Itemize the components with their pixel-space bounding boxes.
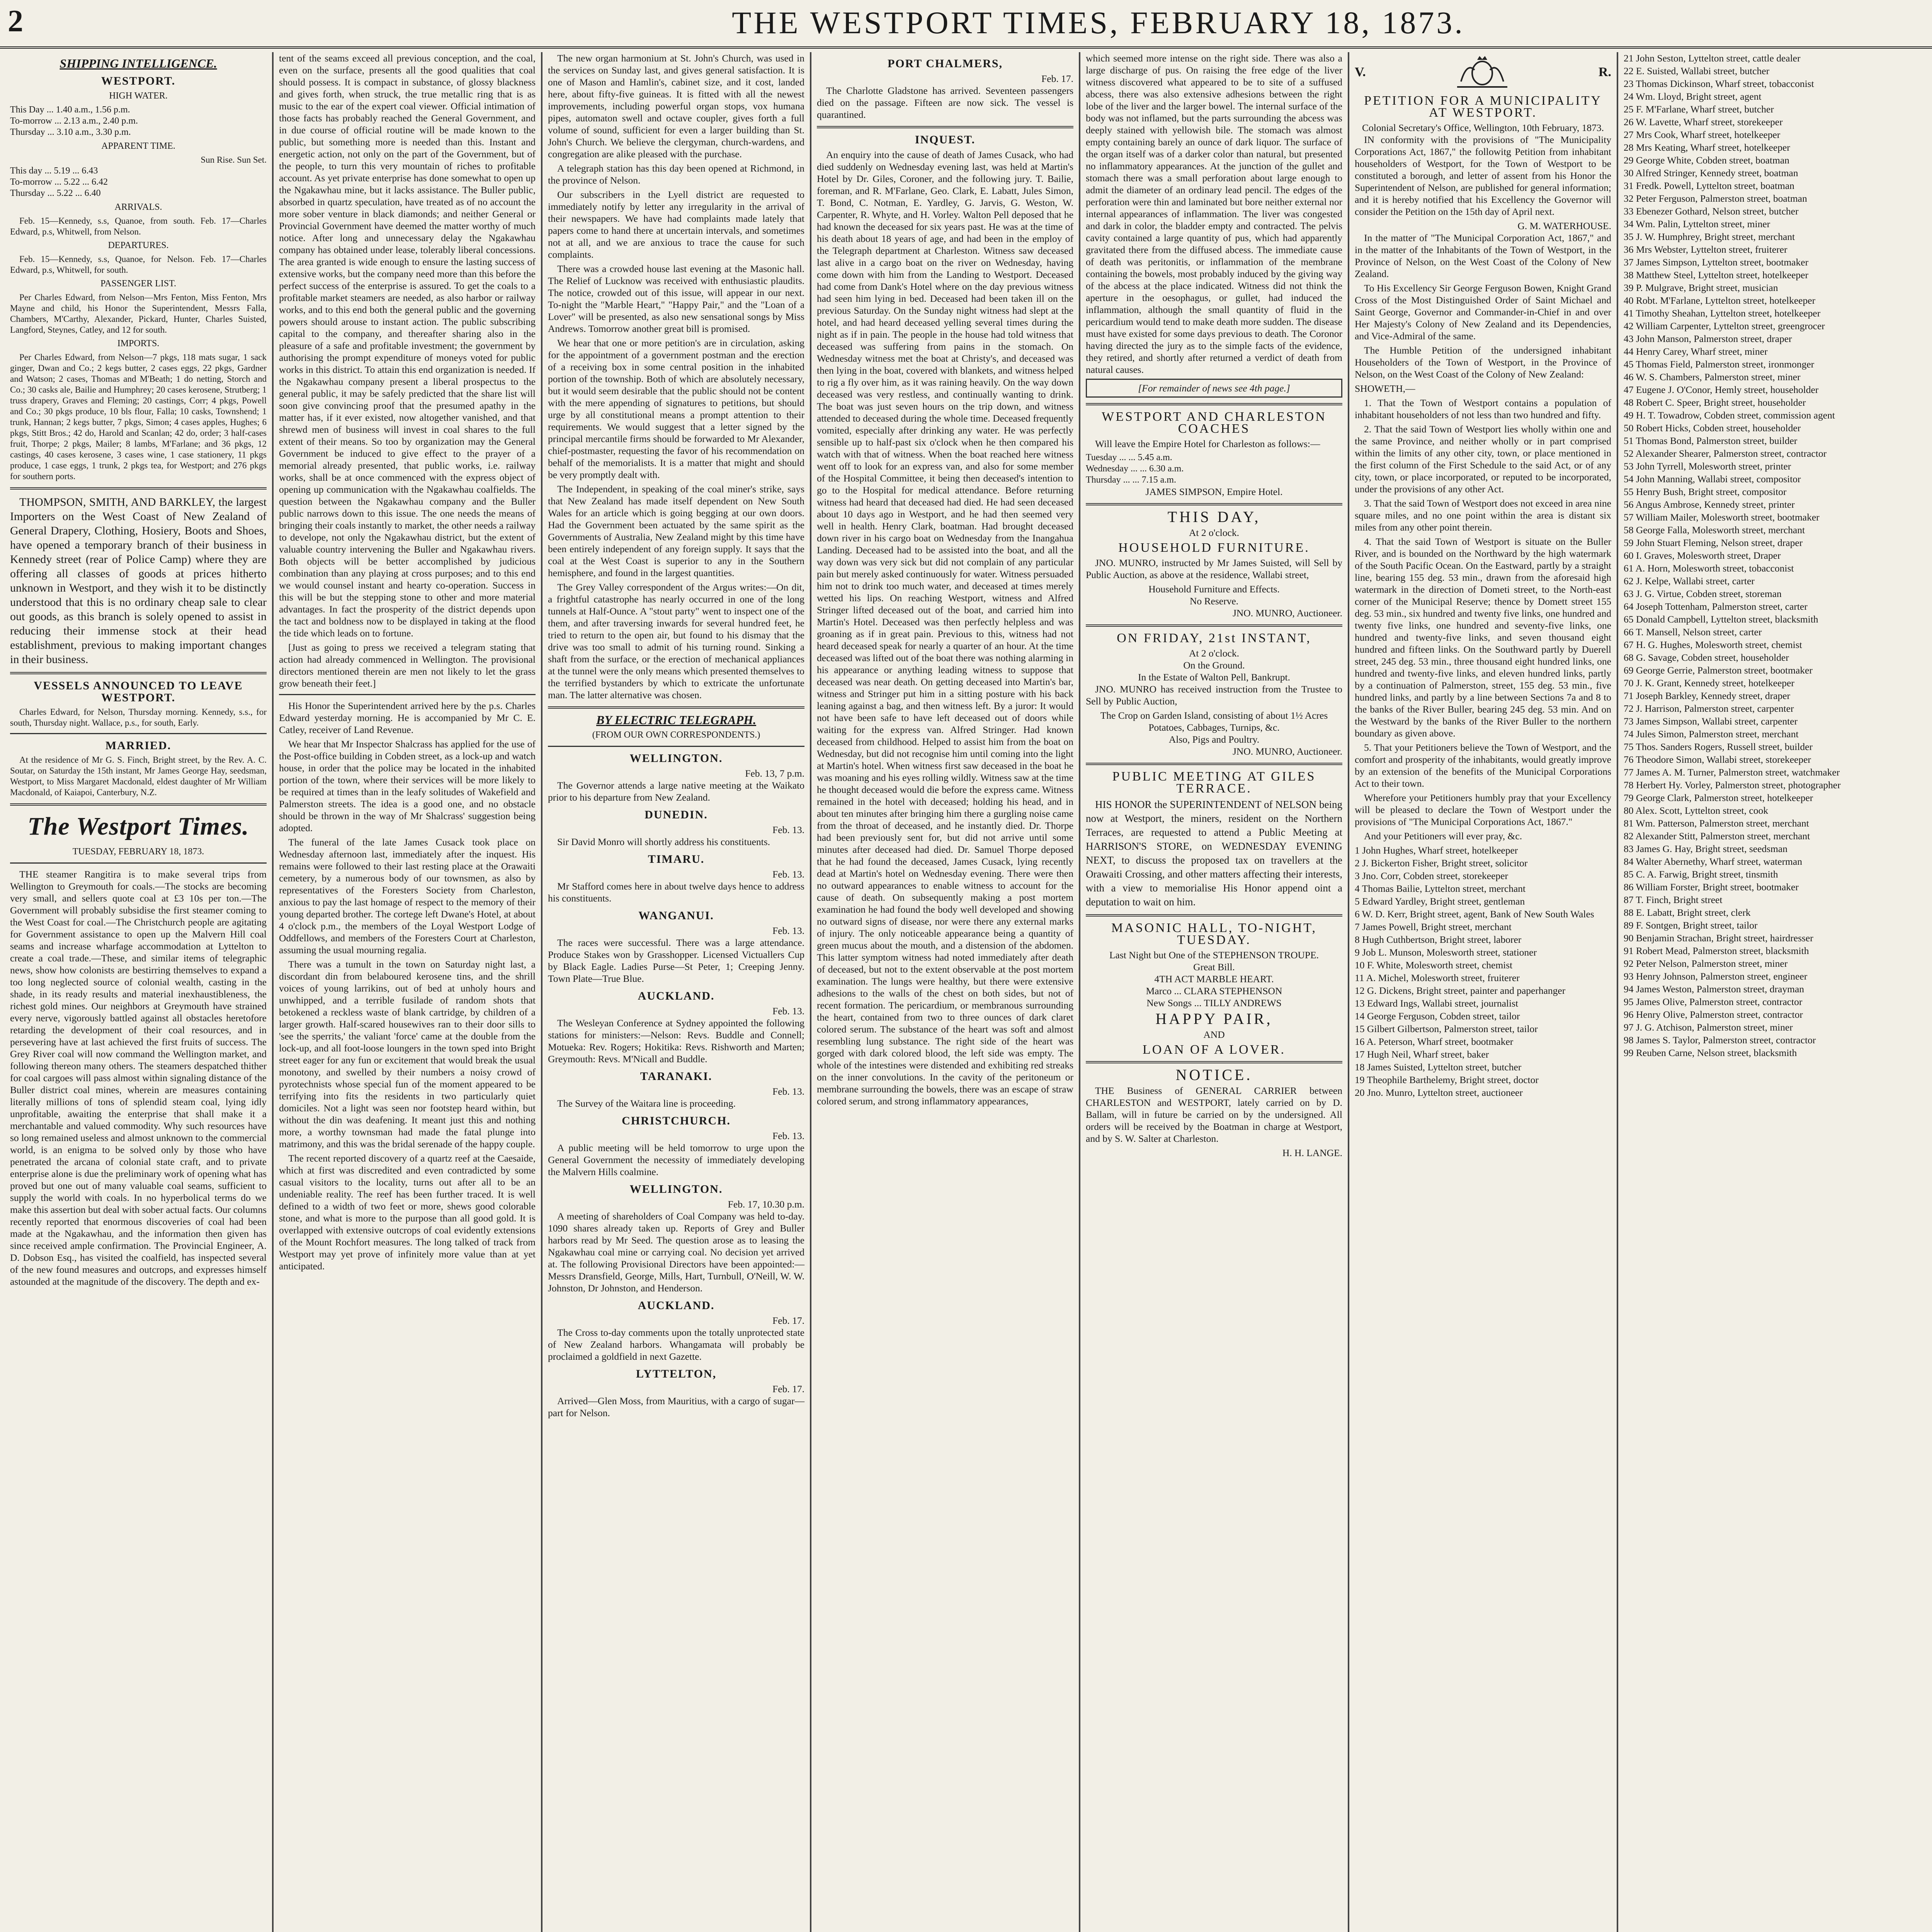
divider [1086,624,1342,627]
signatory: 34 Wm. Palin, Lyttelton street, miner [1624,218,1770,230]
remainder-note: [For remainder of news see 4th page.] [1086,379,1342,398]
news-item: Our subscribers in the Lyell district are requested to immediately notify by letter any irregularity in the arrival of their newspapers. We have had complaints made lately that papers come to hand there at uncertain intervals, and sometimes not at all, and we are anxious to trace the cause for such complaints. [548,189,804,260]
sale-sign: JNO. MUNRO, Auctioneer. [1232,607,1342,619]
signatory: 72 J. Harrison, Palmerston street, carpenter [1624,703,1794,714]
telegraph-sub: (FROM OUR OWN CORRESPONDENTS.) [592,730,760,740]
vessels-heading: VESSELS ANNOUNCED TO LEAVE WESTPORT. [34,679,243,704]
meeting-text: HIS HONOR the SUPERINTENDENT of NELSON being now at Westport, the miners, resident on the Northern Terraces, are requested to attend a Public Meeting at HARRISON'S STORE, on WEDNESDAY EVENING NEXT, to discuss the proposed tax on travellers at the Orawaiti Crossing, and other matters affecting their interests, with a view to memorialise His Honor append oint a deputation to wait on him. [1086,799,1342,908]
coach-row: Tuesday ... ... 5.45 a.m. [1086,452,1172,463]
petition-to-governor: To His Excellency Sir George Ferguson Bowen, Knight Grand Cross of the Most Distinguished Order of Saint Michael and Saint George, Governor and Commander-in-Chief in and over Her Majesty's Colony of New Zealand and its Dependencies, and Vice-Admiral of the same. [1355,282,1611,342]
dateline-date: Feb. 13. [772,1005,804,1017]
signatory: 31 Fredk. Powell, Lyttelton street, boatman [1624,180,1794,191]
signatory: 96 Henry Olive, Palmerston street, contractor [1624,1009,1803,1020]
office-line: Colonial Secretary's Office, Wellington, 10th February, 1873. [1362,122,1604,133]
telegram-text: A meeting of shareholders of Coal Company was held to-day. 1090 shares already taken up. Reports of Grey and Buller harbors read by Mr Seed. The question arose as to leasing the Ngakawhau coal mine or carrying coal. No decision yet arrived at. The following Provisional Directors have been appointed:—Messrs Dransfield, George, Mills, Hart, Turnbull, O'Neill, W. W. Johnston, Dr Johnston, and Henderson. [548,1211,804,1294]
telegram-text: The Cross to-day comments upon the totally unprotected state of New Zealand harbors. Whangamata will probably be proclaimed a goldfield in next Gazette. [548,1327,804,1362]
signatory: 78 Herbert Hy. Vorley, Palmerston street, photographer [1624,779,1841,791]
sale-reserve: No Reserve. [1189,595,1239,607]
column-3 [543,52,811,1932]
signatory: 59 John Stuart Fleming, Nelson street, draper [1624,537,1803,548]
signatory: 18 James Suisted, Lyttelton street, butcher [1355,1061,1522,1073]
imports-text: Per Charles Edward, from Nelson—7 pkgs, 118 mats sugar, 1 sack ginger, Dwan and Co.; 2 kegs butter, 2 cases eggs, 22 pkgs, Gardner and Watson; 2 cases, Thomas and M'Beath; 1 do netting, Storch and Co.; 30 casks ale, Bailie and Humphrey; 20 cases kerosene, Strutberg; 1 truss drapery, Graves and Fleming; 20 castings, Corr; 4 pkgs, Powell and Co.; 30 pkgs produce, 10 bls flour, Falla; 10 casks, Townshend; 1 trunk, Hannan; 2 kegs butter, 7 pkgs, Simon; 4 cases apples, Hughes; 6 pkgs, Stitt Bros.; 42 do, Harold and Scanlan; 42 do, order; 3 half-cases fruit, Thorpe; 2 pkgs, Mailer; 8 lambs, M'Farlane; and 36 pkgs, 12 castings, 40 cases kerosene, 3 cases wine, 1 case stationery, 11 pkgs produce, 1 case eggs, 1 trunk, 2 pkgs tea, for Westport; and 276 pkgs for southern ports. [10,352,267,481]
signatory: 14 George Ferguson, Cobden street, tailor [1355,1010,1520,1022]
dateline-place: CHRISTCHURCH. [622,1114,731,1127]
inquest-heading: INQUEST. [915,133,976,146]
divider [279,694,536,695]
masthead [0,0,1932,49]
sale-time: At 2 o'clock. [1189,527,1239,538]
signatory: 41 Timothy Sheahan, Lyttelton street, hotelkeeper [1624,308,1821,319]
signatory: 15 Gilbert Gilbertson, Palmerston street, tailor [1355,1023,1538,1034]
signatory: 66 T. Mansell, Nelson street, carter [1624,626,1762,638]
arrivals-text: Feb. 15—Kennedy, s.s, Quanoe, from south. Feb. 17—Charles Edward, p.s, Whitwell, from Nelson. [10,216,267,236]
signatory: 1 John Hughes, Wharf street, hotelkeeper [1355,845,1518,856]
tide-row: This Day ... 1.40 a.m., 1.56 p.m. [10,105,130,115]
signatory: 29 George White, Cobden street, boatman [1624,155,1789,166]
dateline-place: TIMARU. [648,853,705,866]
signatory: 84 Walter Abernethy, Wharf street, waterman [1624,856,1802,867]
signatory: 58 George Falla, Molesworth street, merchant [1624,524,1805,536]
coach-intro: Will leave the Empire Hotel for Charleston as follows:— [1095,438,1320,449]
dateline-date: Feb. 17. [772,1315,804,1326]
signatory: 55 Henry Bush, Bright street, compositor [1624,486,1787,497]
divider [1086,503,1342,505]
dateline-date: Feb. 13. [772,1086,804,1097]
date-line: TUESDAY, FEBRUARY 18, 1873. [72,847,204,857]
signatory: 50 Robert Hicks, Cobden street, householder [1624,422,1801,434]
signatory: 30 Alfred Stringer, Kennedy street, boatman [1624,167,1798,179]
signatory: 48 Robert C. Speer, Bright street, householder [1624,397,1806,408]
signatory: 46 W. S. Chambers, Palmerston street, miner [1624,371,1801,383]
apparent-time-label: APPARENT TIME. [101,141,175,151]
petition-intro: IN conformity with the provisions of "The Municipality Corporations Act, 1867," the followitg Petition from inhabitant householders of Westport, for the Town of Westport to be constituted a borough, and letter of assent from his Honor the Superintendent of Nelson, are published for general information; and it is hereby notified that his Excellency the Governor will consider the Petition on the 15th day of April next. [1355,134,1611,217]
divider [548,746,804,747]
signatory: 16 A. Peterson, Wharf street, bootmaker [1355,1036,1514,1047]
signatory: 99 Reuben Carne, Nelson street, blacksmith [1624,1047,1797,1058]
signatory: 68 G. Savage, Cobden street, householder [1624,652,1789,663]
meeting-title: PUBLIC MEETING AT GILES TERRACE. [1112,769,1316,796]
dateline-place: DUNEDIN. [645,808,708,821]
signatory: 77 James A. M. Turner, Palmerston street, watchmaker [1624,767,1840,778]
signatory: 90 Benjamin Strachan, Bright street, hairdresser [1624,932,1813,944]
news-item: The Independent, in speaking of the coal miner's strike, says that New Zealand has made itself dependent on New South Wales for an article which is going begging at our own doors. Had the Government been actuated by the same spirit as the Governments of Australia, New Zealand might by this time have been entirely independent of any foreign supply. It says that the coal at the West Coast is superior to any in the Southern hemisphere, and found in the largest quantities. [548,483,804,578]
signatory: 4 Thomas Bailie, Lyttelton street, merchant [1355,883,1526,894]
divider [1086,1061,1342,1063]
notice-sign: H. H. LANGE. [1282,1147,1342,1158]
signatory: 3 Jno. Corr, Cobden street, storekeeper [1355,870,1508,881]
news-item: The recent reported discovery of a quartz reef at the Caesaide, which at first was discredited and even contradicted by some casual visitors to the locality, turns out after all to be an undeniable reality. The reef has been further traced. It is well defined to a width of two feet or more, shews good colorable stone, and what is more to the purpose than all good gold. It is overlapped with extensive outcrops of coal evidently extensions of the Mount Rochfort measures. The long talked of track from Westport may yet prove of infinitely more value than at yet anticipated. [279,1153,536,1272]
column-5 [1080,52,1349,1932]
shipping-heading: SHIPPING INTELLIGENCE. [60,56,217,70]
signatory: 22 E. Suisted, Wallabi street, butcher [1624,65,1770,77]
sale-estate: In the Estate of Walton Pell, Bankrupt. [1138,672,1291,683]
port-heading: WESTPORT. [101,75,176,87]
signatory: 37 James Simpson, Lyttelton street, bootmaker [1624,257,1809,268]
tide-row: Thursday ... 3.10 a.m., 3.30 p.m. [10,127,131,137]
signatory: 28 Mrs Keating, Wharf street, hotelkeeper [1624,142,1790,153]
signatory: 80 Alex. Scott, Lyttelton street, cook [1624,805,1768,816]
sale-text: JNO. MUNRO, instructed by Mr James Suisted, will Sell by Public Auction, as above at the residence, Wallabi street, [1086,557,1342,580]
signatory: 79 George Clark, Palmerston street, hotelkeeper [1624,792,1813,803]
petition-clause: 3. That the said Town of Westport does not exceed in area nine square miles, and no one point within the area is distant six miles from any other point therein. [1355,498,1611,533]
masonic-happy: HAPPY PAIR, [1155,1010,1273,1027]
signatory: 17 Hugh Neil, Wharf street, baker [1355,1049,1489,1060]
dateline-place: PORT CHALMERS, [887,57,1003,70]
signatory: 5 Edward Yardley, Bright street, gentleman [1355,896,1525,907]
crest-right-letter: R. [1598,65,1611,79]
signatory: 27 Mrs Cook, Wharf street, hotelkeeper [1624,129,1781,140]
signatory: 40 Robt. M'Farlane, Lyttelton street, hotelkeeper [1624,295,1816,306]
divider [10,862,267,864]
signatory: 57 William Mailer, Molesworth street, bootmaker [1624,512,1820,523]
masonic-loan: LOAN OF A LOVER. [1142,1043,1286,1057]
signatory: 83 James G. Hay, Bright street, seedsman [1624,843,1787,854]
coach-times [1086,452,1342,486]
signatory: 92 Peter Nelson, Palmerston street, miner [1624,958,1788,969]
petition-title: PETITION FOR A MUNICIPALITY AT WESTPORT. [1364,94,1602,120]
sale-title: HOUSEHOLD FURNITURE. [1118,541,1310,555]
signatory: 13 Edward Ings, Wallabi street, journalist [1355,998,1519,1009]
masonic-bill: Great Bill. [1193,961,1235,973]
signatory: 71 Joseph Barkley, Kennedy street, draper [1624,690,1790,701]
masonic-title: MASONIC HALL, TO-NIGHT, TUESDAY. [1111,921,1317,947]
news-item: His Honor the Superintendent arrived here by the p.s. Charles Edward yesterday morning. He is accompanied by Mr C. E. Catley, receiver of Land Revenue. [279,700,536,735]
column-7 [1618,52,1887,1932]
dateline-date: Feb. 13. [772,869,804,880]
dateline-place: TARANAKI. [640,1070,713,1083]
signatory: 33 Ebenezer Gothard, Nelson street, butcher [1624,206,1799,217]
sale-sign: JNO. MUNRO, Auctioneer. [1232,746,1342,757]
inquest-continued: which seemed more intense on the right side. There was also a large discharge of pus. On raising the free edge of the liver witness discovered what appeared to be to site of a suffused abcess, there was also extensive adhesions between the right lobe of the liver and the larger bowel. The internal surface of the body was not inflamed, but the parts surrounding the abcess was deeply stained with yellowish bile. The stomach was almost empty containing barely an ounce of dark liquor. The surface of the organ itself was of a darker color than natural, but presented no inflammatory appearances. At the junction of the gullet and stomach there was a small perforation about large enough to admit the diameter of an ordinary lead pencil. The edges of the perforation were thin and laminated but bore neither external nor internal appearances of inflammation. The liver was congested and dark in color, the bladder empty and contracted. The pelvis cavity contained a large quantity of pus, which had apparently gravitated there from the diffused abcess. The immediate cause of death was peritonitis, or inflammation of the membrane containing the bowels, most probably induced by the giving way of the abcess at the place indicated. Witness did not think the aperture in the oesophagus, or gullet, had induced the inflammation, although the small quantity of fluid in the pericardium would tend to make death more sudden. The disease must have existed for some days previous to death. The Coronor having directed the jury as to the simple facts of the evidence, they retired, and shortly after returned a verdict of death from natural causes. [1086,53,1342,375]
telegraph-heading: BY ELECTRIC TELEGRAPH. [596,713,756,727]
dateline-place: WANGANUI. [638,909,714,922]
column-1 [5,52,274,1932]
news-item: We hear that Mr Inspector Shalcrass has applied for the use of the Post-office building in Cobden street, as a lock-up and watch house, in order that the police may be located in the inhabited portion of the town, where their services will be more likely to be required at times than in the leafy solitudes of Wakefield and Palmerston streets. The idea is a good one, and no obstacle should be thrown in the way of Mr Shalcrass' suggestion being adopted. [279,738,536,833]
inquest-text: An enquiry into the cause of death of James Cusack, who had died suddenly on Wednesday evening last, was held at Martin's Hotel by Dr. Giles, Coroner, and the following jury. T. Bailie, foreman, and R. M'Farlane, Geo. Clark, E. Labatt, Jules Simon, T. Bond, C. Notman, E. Yardley, G. Jarvis, G. Weston, W. Carpenter, R. Whyte, and H. Vorley. Walton Pell deposed that he had known the deceased for six years past. He was at the time of his death about 18 years of age, and had been in the employ of the Telegraph department at Charleston. Witness saw deceased last alive in a cargo boat on the river on Wednesday, having come down with him from the Landing to Westport. Deceased had come from Dank's Hotel where on the day previous witness had seen him lying in bed. Deceased had been taken ill on the previous Saturday. On the Sunday night witness had slept at the hotel, and had heard deceased yelling several times during the night as if in pain. The people in the house had told witness that deceased was suffering from pains in the stomach. On Wednesday witness met the boat at Christy's, and deceased was then lying in the boat, covered with blankets, and witness helped to rig a fly over him, as it was raining heavily. On the way down deceased was very restless, and continually wanting to drink. The boat was just seven hours on the trip down, and witness attended to deceased during the whole time. Deceased frequently vomited, especially after drinking any water. He was perfectly sensible up to half-past six o'clock when he then compared his watch with that of witness. When the boat reached here witness went off to look for an express van, and also for some member of the Hospital Committee, it being then deceased's intention to go to the Hospital for medical attendance. Before returning witness had heard that deceased had died. He had seen deceased about 10 days ago in Westport, and he had then seemed very well in health. Henry Clark, boatman. Had brought deceased down river in his cargo boat on Wednesday from the Inangahua Landing. Deceased had to be assisted into the boat, and all the way down was very sick but did not complain of any particular pain but merely asked continuously for water. Witness persuaded him not to drink too much water, and deceased at times merely wetted his lips. On reaching Westport, witness and Alfred Stringer lifted deceased out of the boat, and carried him into Martin's Hotel. Deceased was then perfectly helpless and was groaning as if in great pain. Previous to this, witness had not heard deceased speak for nearly a quarter of an hour. At the time deceased was lifted out of the boat there was nothing alarming in his appearance or anything leading witness to suppose that deceased was near death. On getting deceased into Martin's bar, witness and Stringer put him in a sitting posture with his back leaning against a bag, and then witness left. By a juror: It would not have been safe to have left deceased out of doors while waiting for the express van. Alfred Stringer. Had known deceased from childhood. Helped to assist him from the boat on Wednesday, but did not recognise him until coming into the light at Martin's hotel. When witness first saw deceased in the boat he was moaning and his eyes rolling wildly. Witness saw at the time he thought deceased would die before the express came. Witness remained in the hotel with deceased; holding his head, and in about ten minutes after bringing him there a gurgling noise came from the throat of deceased, and he instantly died. Dr. Thorpe had been previously sent for, but did not arrive until some minutes after deceased had died. Dr. Samuel Thorpe deposed that he had found the deceased, James Cusack, lying recently dead at Martin's hotel on Wednesday evening. There were then no outward appearances to enable witness to account for the cause of death. On subsequently making a post mortem examination he had found the body well developed and showing no outward signs of disease, nor were there any external marks of injury. The only noticeable appearance being a quantity of green mucus about the mouth, and a distension of the abdomen. This latter symptom witness had noted immediately after death of deceased, but not to the extent observable at the post mortem examination. The lungs were healthy, but there were extensive adhesions to the walls of the chest on both sides, but not of recent formation. The pericardium, or membranous surrounding the heart, contained from two to three ounces of dark claret colored serum. The substance of the heart was soft and almost resembling lung substance. The right side of the heart was gorged with dark colored blood, the left side was empty. The whole of the intestines were distended and exhibiting red streaks on the inner convolutions. In the cavity of the peritoneum or membrane surrounding the bowels, there was an escape of straw colored serum, and strong inflammatory appearances, [817,149,1073,1107]
departures-text: Feb. 15—Kennedy, s.s, Quanoe, for Nelson. Feb. 17—Charles Edward, p.s, Whitwell, for south. [10,254,267,275]
running-title: THE WESTPORT TIMES, FEBRUARY 18, 1873. [732,5,1465,40]
signatory: 62 J. Kelpe, Wallabi street, carter [1624,575,1755,587]
signatory: 91 Robert Mead, Palmerston street, blacksmith [1624,945,1809,956]
column-4 [811,52,1080,1932]
signatory: 97 J. G. Atchison, Palmerston street, miner [1624,1022,1793,1033]
thompson-advert: THOMPSON, SMITH, AND BARKLEY, the largest Importers on the West Coast of New Zealand of General Drapery, Clothing, Hosiery, Boots and Shoes, have opened a temporary branch of their business in Kennedy street (rear of Police Camp) where they are offering all classes of goods at prices hitherto unknown in Westport, and they wish it to be distinctly understood that this is no ordinary cheap sale to clear out goods, as this branch is solely opened to assist in reducing their immense stock at their head establishment, previous to making important changes in their business. [10,496,267,666]
signatory: 2 J. Bickerton Fisher, Bright street, solicitor [1355,857,1528,869]
telegram-text: Arrived—Glen Moss, from Mauritius, with a cargo of sugar—part for Nelson. [548,1395,804,1418]
coach-row: Wednesday ... ... 6.30 a.m. [1086,464,1184,474]
petition-signed: G. M. WATERHOUSE. [1517,220,1611,231]
signatory: 38 Matthew Steel, Lyttelton street, hotelkeeper [1624,269,1808,281]
arrivals-label: ARRIVALS. [114,202,162,212]
signatory: 52 Alexander Shearer, Palmerston street, contractor [1624,448,1827,459]
signatory: 39 P. Mulgrave, Bright street, musician [1624,282,1778,293]
telegram-text: The races were successful. There was a large attendance. Produce Stakes won by Grasshopper. Licensed Victuallers Cup by Black Eagle. Ladies Purse—St Peter, 1; Creeping Jenny. Town Plate—True Blue. [548,937,804,984]
page-number: 2 [8,4,23,38]
signatory: 95 James Olive, Palmerston street, contractor [1624,996,1803,1007]
royal-arms-icon [1453,54,1511,89]
sale-day: THIS DAY, [1167,508,1261,526]
telegram-text: The Governor attends a large native meeting at the Waikato prior to his departure from New Zealand. [548,780,804,803]
sun-row: This day ... 5.19 ... 6.43 [10,166,98,176]
signatory-list [1355,844,1611,1099]
signatory: 7 James Powell, Bright street, merchant [1355,921,1512,932]
imports-label: IMPORTS. [117,338,160,349]
sale-also: Also, Pigs and Poultry. [1168,734,1260,745]
signatory: 64 Joseph Tottenham, Palmerston street, carter [1624,601,1808,612]
telegram-text: Sir David Monro will shortly address his constituents. [557,836,770,847]
signatory: 20 Jno. Munro, Lyttelton street, auctioneer [1355,1087,1523,1098]
passenger-label: PASSENGER LIST. [100,279,177,289]
signatory: 35 J. W. Humphrey, Bright street, merchant [1624,231,1795,242]
signatory: 81 Wm. Patterson, Palmerston street, merchant [1624,818,1809,829]
masonic-and: AND [1203,1029,1225,1040]
signatory: 87 T. Finch, Bright street [1624,894,1723,905]
telegram-text: A public meeting will be held tomorrow to urge upon the General Government the necessity of immediately developing the Malvern Hills coalmine. [548,1142,804,1177]
petition-clause: 4. That the said Town of Westport is situate on the Buller River, and is bounded on the Northward by the high watermark of the South Pacific Ocean. On the Eastward, partly by a straight line, bearing 155 deg. 53 min., drawn from the aforesaid high watermark in the direction of Dometi street, to the North-east corner of the Municipal Reserve; thence by Domett street 155 deg. 53 min., six hundred and twenty five links, one hundred and twenty five links, one hundred and seventy-five links, one hundred and twenty-five links, and seven thousand eight hundred and fifteen links. On the Southward partly by Duerell street, 245 deg. 53 min., three thousand eight hundred links, one hundred and twenty-five links, and eleven hundred links, partly by a continuation of Palmerston, street, 155 deg. 53 min., five hundred links, and partly by a line between Sections 7a and 8 to the banks of the River Buller, bearing 245 deg. 53 min. And on the Westward by the banks of the River Buller to the northern boundary as given above. [1355,536,1611,739]
telegram-text: The Wesleyan Conference at Sydney appointed the following stations for ministers:—Nelson: Revs. Buddle and Connell; Motueka: Rev. Rogers; Hokitika: Revs. Rishworth and Marten; Greymouth: Revs. M'Nicall and Buddle. [548,1017,804,1065]
coach-ad-title: WESTPORT AND CHARLESTON COACHES [1102,410,1327,436]
signatory: 49 H. T. Towadrow, Cobden street, commission agent [1624,410,1835,421]
news-item: There was a crowded house last evening at the Masonic hall. The Relief of Lucknow was received with enthusiastic plaudits. The notice, crowded out of this issue, will appear in our next. To-night the "Marble Heart," "Happy Pair," and the "Loan of a Lover" will be presented, as also new sensational songs by Miss Andrews. Tomorrow another great bill is promised. [548,263,804,334]
signatory: 44 Henry Carey, Wharf street, miner [1624,346,1768,357]
sun-row: To-morrow ... 5.22 ... 6.42 [10,177,108,187]
signatory: 69 George Gerrie, Palmerston street, bootmaker [1624,665,1813,676]
notice-text: THE Business of GENERAL CARRIER between CHARLESTON and WESTPORT, lately carried on by D. Ballam, will in future be carried on by the undersigned. All orders will be received by the Boatman in charge at Westport, and by S. W. Salter at Charleston. [1086,1085,1342,1144]
crest-row [1355,52,1611,92]
sale-day: ON FRIDAY, 21st INSTANT, [1117,631,1311,645]
signatory: 65 Donald Campbell, Lyttelton street, blacksmith [1624,614,1818,625]
dateline-date: Feb. 17. [772,1383,804,1395]
signatory: 19 Theophile Barthelemy, Bright street, doctor [1355,1074,1539,1085]
telegram-text: The Charlotte Gladstone has arrived. Seventeen passengers died on the passage. Fifteen are now sick. The vessel is quarantined. [817,85,1073,120]
signatory: 94 James Weston, Palmerston street, drayman [1624,983,1804,995]
notice-title: NOTICE. [1175,1066,1253,1083]
dateline-date: Feb. 17, 10.30 p.m. [728,1199,804,1210]
signatory: 76 Theodore Simon, Wallabi street, storekeeper [1624,754,1811,765]
signatory: 54 John Manning, Wallabi street, compositor [1624,473,1801,485]
dateline-date: Feb. 13. [772,1130,804,1141]
sale-text: JNO. MUNRO has received instruction from the Trustee to Sell by Public Auction, [1086,684,1342,707]
dateline-date: Feb. 13. [772,925,804,936]
news-item: A telegraph station has this day been opened at Richmond, in the province of Nelson. [548,163,804,186]
masonic-songs: New Songs ... TILLY ANDREWS [1146,997,1282,1009]
signatory: 89 F. Sontgen, Bright street, tailor [1624,920,1758,931]
signatory-list [1624,52,1882,1059]
petition-sheweth: SHOWETH,— [1355,383,1415,394]
editorial-continued: tent of the seams exceed all previous conception, and the coal, even on the surface, presents all the good qualities that coal should possess. It is compact in substance, of glossy blackness and gives forth, when struck, the true metallic ring that is as music to the ear of the expert coal viewer. Official intimation of those facts has probably reached the General Government, and in due course of official routine will be made known to the public, but something more is needed than this. Instant and energetic action, not only on the part of the Government, but of the people, to turn this very mountain of riches to profitable account. As yet private enterprise has done somewhat to open up the Ngakawhau mine, but it lacks assistance. The Buller public, absorbed in quartz speculation, have treated as of no account the more sober venture in black diamonds; and neither General or Provincial Government have deemed the matter worthy of much notice. After long and unnecessary delay the Ngakawhau company has obtained under lease, tolerably liberal concessions. The area granted is wide enough to ensure the lasting success of extensive works, but the company need more than this before the perfect success of the enterprise is assured. To get the coals to a profitable market steamers are needed, as also harbor or railway works, and to this end both the general public and the governing powers should arouse to instant action. The public subscribing capital to the company, and thereafter sharing also in the pleasure of a safe and profitable investment; the government by authorising the prompt expenditure of moneys voted for public works in this district. To attain this end organization is needed. If the Ngakawhau company present a liberal prospectus to the general public, it may be safely predicted that the share list will soon give convincing proof that the presumed apathy in the matter has, if it ever existed, now altogether vanished, and that shrewd men of business will invest in coal shares to the full extent of their means. So too by organization may the General Government be induced to give effect to the prayer of a memorial already presented, that public works, i.e. railway works, shall be at once commenced with the express object of opening up communication with the Ngakawhau coalfields. The question between the Ngakawhau company and the Buller public narrows down to this issue. The one needs the means of bringing their coals instantly to market, the other needs a railway to develope, not only the Ngakawhau district, but the extent of valuable country intervening the Buller and Ngakawhau rivers. Both objects will be better accomplished by judicious combination than any playing at cross purposes; and to this end we would counsel instant and hearty co-operation. Success in this will be but the stepping stone to other and more material advantages. In fact the prosperity of the district depends upon the tact and boldness now to be displayed in taking at the flood the tide which leads on to fortune. [279,53,536,639]
sun-head: Sun Rise. Sun Set. [201,155,267,165]
divider [548,706,804,709]
signatory: 73 James Simpson, Wallabi street, carpenter [1624,716,1798,727]
news-item: The new organ harmonium at St. John's Church, was used in the services on Sunday last, and gives general satisfaction. It is one of Mason and Hamlin's, cabinet size, and it cost, landed here, about fifty-five guineas. It is fitted with all the newest improvements, including powerful organ stops, vox humana pipes, automaton swell and octave coupler, gives forth a full volume of sound, sufficient for even a larger building than St. John's Church. We believe the clergyman, church-wardens, and congregation are alike pleased with the purchase. [548,53,804,160]
paper-title: The Westport Times. [27,812,249,840]
news-item: The Grey Valley correspondent of the Argus writes:—On dit, a frightful catastrophe has nearly occurred in one of the long tunnels at Half-Ounce. A "stout party" went to inspect one of the them, and after traversing inwards for several hundred feet, he tried to return to the open air, but found to his dismay that the drive was too small to admit of his turning round. Sinking a shaft from the surface, or the erection of mechanical appliances at the tunnel were the only means which presented themselves to the terrified bystanders by which to extricate the unfortunate man. The latter alternative was chosen. [548,582,804,701]
petition-humble: The Humble Petition of the undersigned inhabitant Householders of the Town of Westport, in the Province of Nelson, on the West Coast of the Colony of New Zealand: [1355,345,1611,380]
dateline-place: AUCKLAND. [638,1299,715,1312]
sale-place: On the Ground. [1183,660,1245,671]
married-text: At the residence of Mr G. S. Finch, Bright street, by the Rev. A. C. Soutar, on Saturday the 15th instant, Mr James George Hay, seedsman, Westport, to Miss Margaret Macdonald, eldest daughter of Mr William Macdonald, of Kaiapoi, Canterbury, N.Z. [10,755,267,797]
signatory: 8 Hugh Cuthbertson, Bright street, laborer [1355,934,1522,945]
signatory: 6 W. D. Kerr, Bright street, agent, Bank of New South Wales [1355,908,1594,920]
dateline-date: Feb. 17. [1041,73,1073,84]
dateline-place: LYTTELTON, [636,1367,717,1380]
signatory: 45 Thomas Field, Palmerston street, ironmonger [1624,359,1815,370]
signatory: 21 John Seston, Lyttelton street, cattle dealer [1624,53,1801,64]
column-6 [1349,52,1618,1932]
signatory: 98 James S. Taylor, Palmerston street, contractor [1624,1034,1816,1046]
signatory: 93 Henry Johnson, Palmerston street, engineer [1624,971,1808,982]
signatory: 60 I. Graves, Molesworth street, Draper [1624,550,1781,561]
vessels-text: Charles Edward, for Nelson, Thursday morning. Kennedy, s.s., for south, Thursday night. Wallace, p.s., for south, Early. [10,707,267,728]
petition-clause: 5. That your Petitioners believe the Town of Westport, and the comfort and prosperity of the inhabitants, would greatly improve by an extension of the benefits of the Municipal Corporations Act to their town. [1355,742,1611,789]
masonic-cast: Marco ... CLARA STEPHENSON [1146,985,1282,997]
signatory: 61 A. Horn, Molesworth street, tobacconist [1624,563,1794,574]
dateline-place: AUCKLAND. [638,990,715,1002]
news-item: The funeral of the late James Cusack took place on Wednesday afternoon last, immediately after the inquest. His remains were followed to their last resting place at the Orawaiti cemetery, by a numerous body of our townsmen, as also by representatives of the Foresters Society from Charleston, anxious to pay the last homage of respect to the memory of their young departed brother. The cortege left Dwane's Hotel, at about 4 o'clock p.m., the members of the Loyal Westport Lodge of Oddfellows, and members of the Foresters Court at Charleston, assuming the usual mourning regalia. [279,837,536,956]
signatory: 24 Wm. Lloyd, Bright street, agent [1624,91,1762,102]
signatory: 51 Thomas Bond, Palmerston street, builder [1624,435,1798,446]
divider [10,487,267,490]
signatory: 47 Eugene J. O'Conor, Hemly street, householder [1624,384,1819,395]
signatory: 75 Thos. Sanders Rogers, Russell street, builder [1624,741,1813,752]
column-2 [274,52,543,1932]
tide-row: To-morrow ... 2.13 a.m., 2.40 p.m. [10,116,138,126]
divider [1086,763,1342,765]
news-item: There was a tumult in the town on Saturday night last, a discordant din from belaboured kerosene tins, and the shrill voices of young larrikins, out of bed at unholy hours and unwhipped, and a terrible fusilade of random shots that betokened a reckless waste of blank cartridge, by children of a larger growth. Half-scared housewives ran to their door sills to 'see the sperrits,' the valiant 'force' came at the double from the lock-up, and all foot-loose loungers in the town sped into Bright street eager for any fun or excitement that would break the usual monotony, and swelled by their numbers a noisy crowd of pyrotechnists whose special fun of the moment appeared to be terrifying into fits the residents in two particularly quiet domiciles. Not a light was seen nor footstep heard within, but without the din was deafening. It meant just this and nothing more, a worthy townsman had made the fatal plunge into matrimony, and this was the bridal serenade of the happy couple. [279,959,536,1150]
signatory: 42 William Carpenter, Lyttelton street, greengrocer [1624,320,1825,332]
divider [1086,914,1342,917]
married-heading: MARRIED. [105,739,172,752]
columns [5,52,1932,1932]
coach-sign: JAMES SIMPSON, Empire Hotel. [1145,486,1283,497]
signatory: 12 G. Dickens, Bright street, painter and paperhanger [1355,985,1566,996]
signatory: 36 Mrs Webster, Lyttelton street, fruiterer [1624,244,1787,255]
signatory: 86 William Forster, Bright street, bootmaker [1624,881,1799,893]
signatory: 88 E. Labatt, Bright street, clerk [1624,907,1751,918]
signatory: 32 Peter Ferguson, Palmerston street, boatman [1624,193,1807,204]
signatory: 63 J. G. Virtue, Cobden street, storeman [1624,588,1782,599]
petition-clause: 1. That the Town of Westport contains a population of inhabitant householders of not less than two hundred and fifty. [1355,397,1611,420]
signatory: 9 Job L. Munson, Molesworth street, stationer [1355,947,1537,958]
coach-row: Thursday ... ... 7.15 a.m. [1086,475,1176,485]
signatory: 85 C. A. Farwig, Bright street, tinsmith [1624,869,1778,880]
sale-items: The Crop on Garden Island, consisting of about 1½ Acres Potatoes, Cabbages, Turnips, &c. [1100,710,1328,733]
sun-table [10,165,267,199]
signatory: 56 Angus Ambrose, Kennedy street, printer [1624,499,1795,510]
passenger-text: Per Charles Edward, from Nelson—Mrs Fenton, Miss Fenton, Mrs Mayne and child, his Honor the Superintendent, Messrs Falla, Chambers, M'Carthy, Alexander, Pickard, Hunter, Charles Suisted, Langford, Steynes, Catley, and 12 for south. [10,293,267,335]
signatory: 82 Alexander Stitt, Palmerston street, merchant [1624,830,1810,842]
departures-label: DEPARTURES. [108,240,169,250]
divider [10,672,267,674]
petition-wherefore: Wherefore your Petitioners humbly pray that your Excellency will be pleased to declare the Town of Westport under the provisions of "The Municipal Corporations Act, 1867." [1355,792,1611,827]
signatory: 70 J. K. Grant, Kennedy street, hotelkeeper [1624,677,1794,689]
signatory: 53 John Tyrrell, Molesworth street, printer [1624,461,1791,472]
crest-left-letter: V. [1355,65,1366,79]
petition-clause: 2. That the said Town of Westport lies wholly within one and the same Province, and neither wholly or in part comprised within the limits of any other city, town, or place mentioned in the first column of the First Schedule to the said Act, or of any city, town, or place incorporated, or reputed to be incorporated, under the provisions of any other Act. [1355,423,1611,495]
telegram-text: The Survey of the Waitara line is proceeding. [557,1098,736,1109]
telegram-text: Mr Stafford comes here in about twelve days hence to address his constituents. [548,881,804,904]
masonic-sub: Last Night but One of the STEPHENSON TROUPE. [1109,949,1319,961]
sale-item: Household Furniture and Effects. [1148,583,1280,595]
press-note: [Just as going to press we received a telegram stating that action had already commenced in Wellington. The provisional directors mentioned therein are men not likely to let the grass grow beneath their feet.] [279,642,536,689]
signatory: 25 F. M'Farlane, Wharf street, butcher [1624,104,1774,115]
signatory: 10 F. White, Molesworth street, chemist [1355,959,1513,971]
news-item: We hear that one or more petition's are in circulation, asking for the appointment of a government postman and the erection of a receiving box in some central position in the inhabited portion of the township. Both of which are absolutely necessary, but it would seem desirable that the public should not be content with the mere appending of signatures to petitions, but should urge by all constitutional means a prompt attention to their requirements. We would suggest that a letter signed by the principal mercantile firms should be forwarded to Mr Alexander, chief-postmaster, requesting the favor of his recommendation on behalf of the memorialists. It is a matter that might and should be very promptly dealt with. [548,337,804,480]
signatory: 26 W. Lavette, Wharf street, storekeeper [1624,116,1783,128]
sun-row: Thursday ... 5.22 ... 6.40 [10,188,101,198]
divider [817,126,1073,128]
dateline-place: WELLINGTON. [629,1183,723,1196]
signatory: 74 Jules Simon, Palmerston street, merchant [1624,728,1799,740]
masonic-act: 4TH ACT MARBLE HEART. [1154,973,1274,985]
signatory: 23 Thomas Dickinson, Wharf street, tobacconist [1624,78,1814,89]
sale-time: At 2 o'clock. [1189,648,1239,659]
dateline-date: Feb. 13, 7 p.m. [745,768,804,779]
high-water-table [10,104,267,138]
divider [10,803,267,806]
signatory: 67 H. G. Hughes, Molesworth street, chemist [1624,639,1802,650]
signatory: 43 John Manson, Palmerston street, draper [1624,333,1792,344]
dateline-place: WELLINGTON. [629,752,723,765]
petition-duty: And your Petitioners will ever pray, &c. [1364,830,1522,842]
high-water-label: HIGH WATER. [109,91,168,101]
signatory: 11 A. Michel, Molesworth street, fruiterer [1355,972,1520,983]
petition-matter: In the matter of "The Municipal Corporation Act, 1867," and in the matter of the Inhabitants of the Town of Westport, in the Province of Nelson, on the West Coast of the Colony of New Zealand. [1355,232,1611,279]
dateline-date: Feb. 13. [772,824,804,835]
divider [1086,403,1342,405]
divider [10,733,267,734]
editorial-text: THE steamer Rangitira is to make several trips from Wellington to Greymouth for coals.—The stocks are becoming very small, and sellers quote coal at £3 10s per ton.—The Government will probably subsidise the first steamer coming to the West Coast for coal.—The Christchurch people are agitating for Government assistance to open up the Malvern Hill coal seams and increase wharfage accommodation at Lyttelton to create a coal trade.—These, and similar items of telegraphic news, show how colonists are bestirring themselves to expand a too long neglected source of colonial wealth, casting in the shade, in its ready results and material inexhaustibleness, the richest gold mines. Our neighbors at Greymouth have strained every nerve, vigorously battled against all obstacles heretofore retarding the development of their coal resources, and in persevering have at last achieved the first fruits of success. The Grey River coal will now command the Wellington market, and following thereon many others. The steamers despatched thither for coal cargoes will pass almost within signaling distance of the Buller district coal mines, wherein are measures containing literally millions of tons of splendid steam coal, lying idly unprofitable, awaiting the enterprise that shall make it a merchantable and valued commodity. Why such resources have so long remained useless and almost unknown to the commercial world, is an enigma to be solved only by those who have penetrated the arcana of colonial state craft, and to private enterprise alone is due the preliminary work of opening what has proved but one out of many valuable coal seams, sufficient to supply the world with coals. In no hyperbolical terms do we make this assertion but deal with sober actual facts. Our columns recently reported that enormous discoveries of coal had been made at the Ngakawhau, and the information then given has since received ample confirmation. The Provincial Engineer, A. D. Dobson Esq., has visited the coalfield, has inspected several of the new found measures and outcrops, and expresses himself astounded at the magnitude of the discovery. The depth and ex- [10,869,267,1287]
